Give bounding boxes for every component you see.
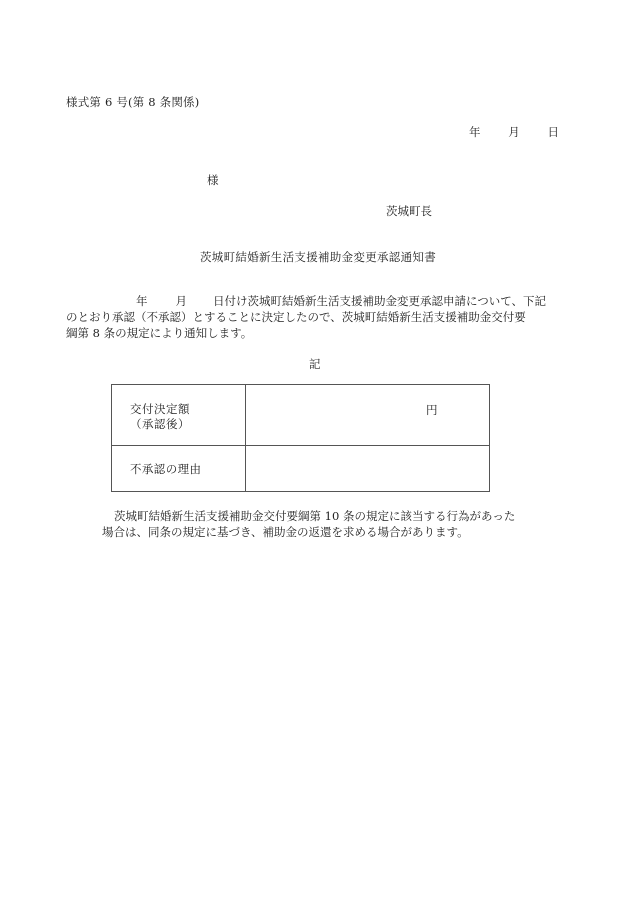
grant-amount-sublabel: （承認後） (130, 417, 190, 431)
date-day-label: 日 (547, 125, 559, 139)
form-number: 様式第 6 号(第 8 条関係) (66, 95, 200, 109)
ki-heading: 記 (309, 357, 321, 371)
table-row-grant-amount (112, 385, 490, 446)
rejection-reason-label-cell (112, 446, 246, 492)
date-month-label: 月 (508, 125, 520, 139)
body-line-2: のとおり承認（不承認）とすることに決定したので、茨城町結婚新生活支援補助金交付要 (66, 310, 526, 324)
notice-line-2: 場合は、同条の規定に基づき、補助金の返還を求める場合があります。 (102, 525, 469, 539)
body-line-1 (66, 293, 548, 309)
document-title: 茨城町結婚新生活支援補助金変更承認通知書 (200, 250, 436, 264)
body-paragraph (66, 293, 548, 341)
issuer-name: 茨城町長 (386, 204, 432, 218)
recipient-honorific: 様 (207, 173, 219, 187)
rejection-reason-value-cell (246, 446, 490, 492)
body-line-3: 綱第 8 条の規定により通知します。 (66, 326, 253, 340)
detail-table (111, 384, 490, 492)
date-year-label: 年 (469, 125, 481, 139)
refund-notice (102, 508, 515, 540)
rejection-reason-label: 不承認の理由 (130, 462, 202, 476)
body-year-label: 年 (136, 294, 148, 308)
body-line-1-text: 日付け茨城町結婚新生活支援補助金変更承認申請について、下記 (213, 294, 547, 308)
grant-amount-label: 交付決定額 (130, 402, 190, 416)
notice-line-1: 茨城町結婚新生活支援補助金交付要綱第 10 条の規定に該当する行為があった (114, 509, 516, 523)
table-row-rejection-reason (112, 446, 490, 492)
body-month-label: 月 (175, 294, 187, 308)
grant-amount-value-cell (246, 385, 490, 446)
yen-unit: 円 (426, 403, 438, 417)
grant-amount-label-cell (112, 385, 246, 446)
date-line (469, 124, 559, 140)
